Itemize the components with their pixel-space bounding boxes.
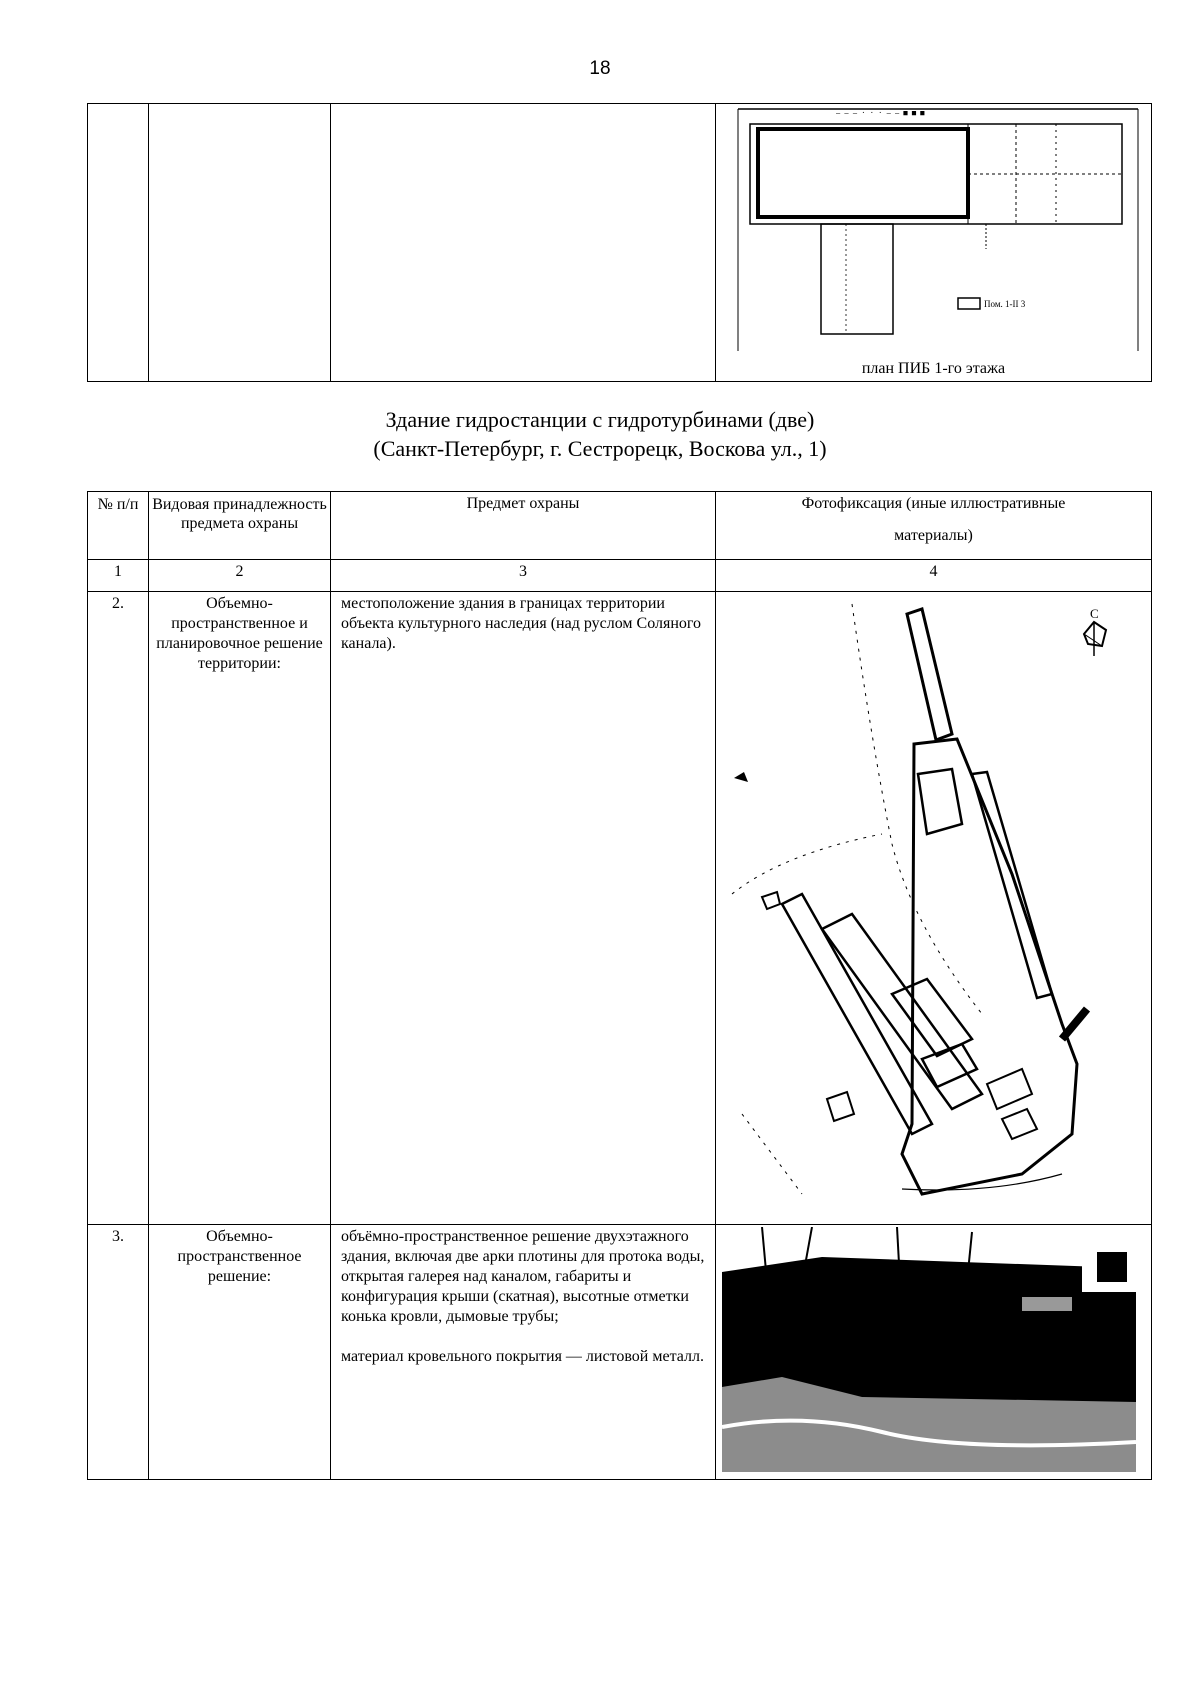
north-label: С bbox=[1090, 606, 1099, 621]
header-photo-line-1: Фотофиксация (иные иллюстративные bbox=[801, 495, 1066, 512]
numbering-3: 3 bbox=[331, 560, 716, 592]
cell-empty-2 bbox=[149, 104, 331, 382]
building-photo bbox=[722, 1227, 1136, 1472]
plan-legend-text: Пом. 1-II 3 bbox=[984, 299, 1026, 309]
protection-table bbox=[87, 491, 1152, 1480]
section-heading bbox=[0, 405, 1200, 463]
site-plan-cell bbox=[716, 592, 1152, 1225]
row-subject bbox=[331, 1225, 716, 1480]
page-number: 18 bbox=[589, 58, 611, 79]
header-num: № п/п bbox=[88, 492, 149, 560]
row-subject-text-1: объёмно-пространственное решение двухэтажного здания, включая две арки плотины для протока воды, открытая галерея над каналом, габариты и конфигурация крыши (скатная), высотные отметки конька кровли, дымовые трубы; bbox=[341, 1228, 705, 1325]
header-type: Видовая принадлежность предмета охраны bbox=[149, 492, 331, 560]
row-number: 3. bbox=[88, 1225, 149, 1480]
cell-empty-1 bbox=[88, 104, 149, 382]
floor-plan-cell bbox=[716, 104, 1152, 382]
floor-plan-image bbox=[716, 104, 1150, 359]
numbering-2: 2 bbox=[149, 560, 331, 592]
row-type: Объемно-пространственное решение: bbox=[149, 1225, 331, 1480]
row-number: 2. bbox=[88, 592, 149, 1225]
numbering-1: 1 bbox=[88, 560, 149, 592]
table-row bbox=[88, 1225, 1152, 1480]
continuation-table bbox=[87, 103, 1152, 382]
header-photo bbox=[716, 492, 1152, 560]
header-photo-line-2: материалы) bbox=[894, 527, 973, 544]
header-row bbox=[88, 492, 1152, 560]
heading-line-1: Здание гидростанции с гидротурбинами (две) bbox=[385, 407, 815, 432]
cell-empty-3 bbox=[331, 104, 716, 382]
heading-line-2: (Санкт-Петербург, г. Сестрорецк, Воскова ул., 1) bbox=[373, 436, 827, 461]
row-subject: местоположение здания в границах территории объекта культурного наследия (над руслом Соляного канала). bbox=[331, 592, 716, 1225]
header-subject: Предмет охраны bbox=[331, 492, 716, 560]
site-plan-image bbox=[722, 594, 1142, 1214]
svg-text:— — — · · · — — ■ ■ ■: — — — · · · — — ■ ■ ■ bbox=[836, 109, 925, 117]
photo-cell bbox=[716, 1225, 1152, 1480]
numbering-row bbox=[88, 560, 1152, 592]
row-type: Объемно-пространственное и планировочное решение территории: bbox=[149, 592, 331, 1225]
plan-caption: план ПИБ 1-го этажа bbox=[861, 360, 1006, 377]
row-subject-text-2: материал кровельного покрытия — листовой металл. bbox=[341, 1348, 704, 1365]
numbering-4: 4 bbox=[716, 560, 1152, 592]
table-row bbox=[88, 592, 1152, 1225]
